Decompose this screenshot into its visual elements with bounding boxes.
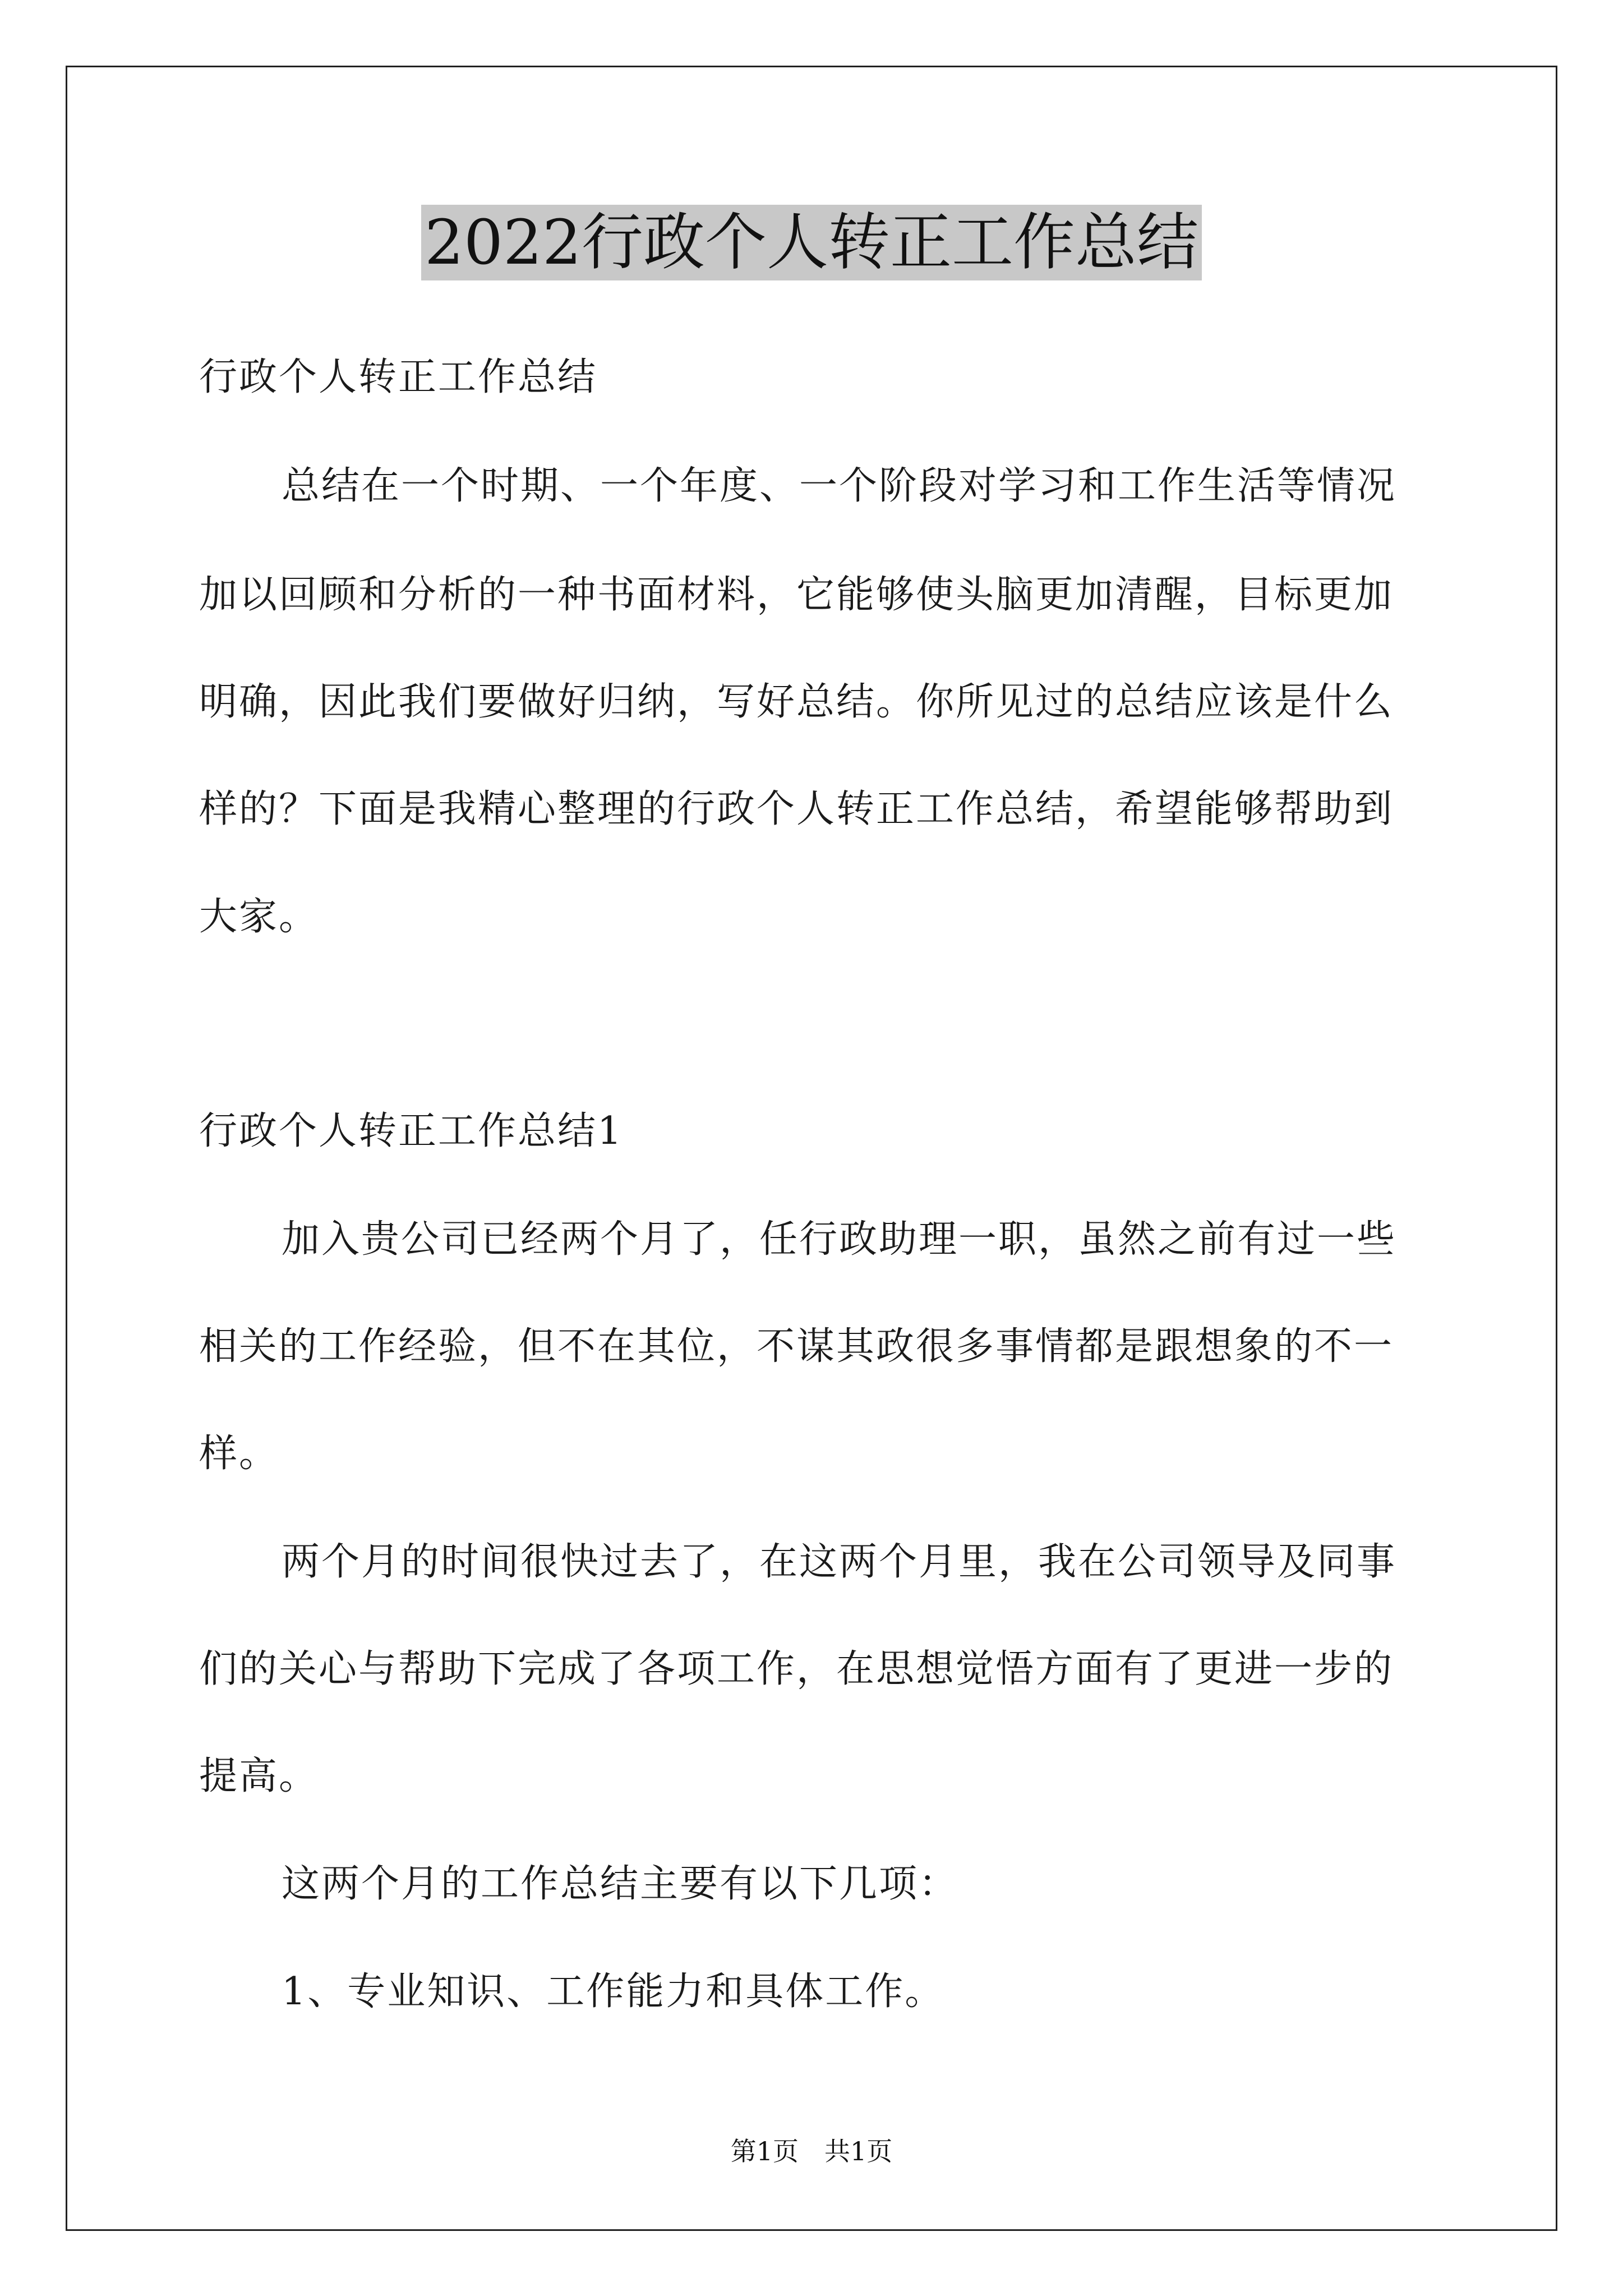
list-item: 1、专业知识、工作能力和具体工作。 <box>282 1970 945 2014</box>
paragraph-line: 提高。 <box>199 1754 319 1798</box>
paragraph-line: 相关的工作经验，但不在其位，不谋其政很多事情都是跟想象的不一 <box>199 1324 1394 1369</box>
document-title <box>0 205 1623 280</box>
intro-line: 明确，因此我们要做好归纳，写好总结。你所见过的总结应该是什么 <box>199 680 1394 724</box>
page-number: 第1页 共1页 <box>730 2136 893 2166</box>
intro-line: 样的？下面是我精心整理的行政个人转正工作总结，希望能够帮助到 <box>199 787 1394 831</box>
paragraph-line: 两个月的时间很快过去了，在这两个月里，我在公司领导及同事 <box>282 1540 1397 1584</box>
paragraph-line: 这两个月的工作总结主要有以下几项： <box>282 1862 959 1906</box>
intro-line: 总结在一个时期、一个年度、一个阶段对学习和工作生活等情况 <box>282 464 1397 508</box>
paragraph-line: 样。 <box>199 1432 279 1476</box>
subtitle: 行政个人转正工作总结 <box>199 355 598 399</box>
document-title-text: 2022行政个人转正工作总结 <box>421 205 1202 280</box>
section-heading: 行政个人转正工作总结1 <box>199 1109 624 1153</box>
intro-line: 大家。 <box>199 895 319 939</box>
paragraph-line: 加入贵公司已经两个月了，任行政助理一职，虽然之前有过一些 <box>282 1217 1397 1262</box>
intro-line: 加以回顾和分析的一种书面材料，它能够使头脑更加清醒，目标更加 <box>199 573 1394 617</box>
paragraph-line: 们的关心与帮助下完成了各项工作，在思想觉悟方面有了更进一步的 <box>199 1647 1394 1691</box>
